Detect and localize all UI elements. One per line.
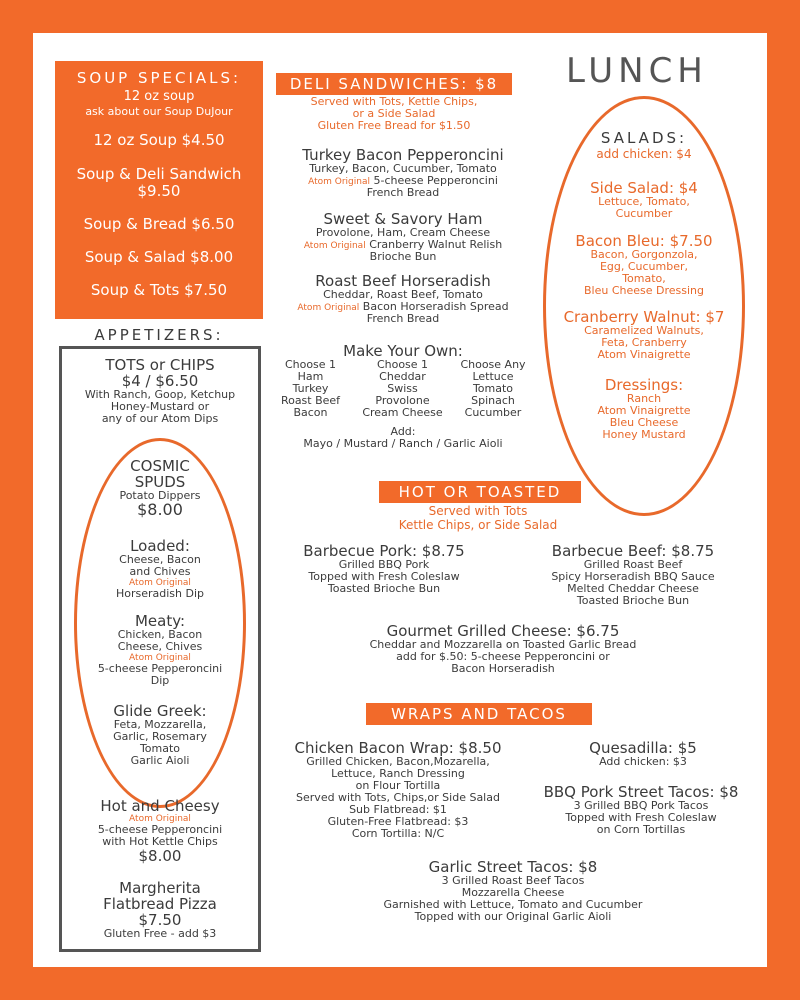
item-desc: Garnished with Lettuce, Tomato and Cucumber	[383, 898, 643, 911]
side-salad-item	[543, 180, 745, 220]
deli-item-desc: Provolone, Ham, Cream Cheese	[315, 226, 491, 239]
bacon-bleu-item	[543, 233, 745, 297]
item-desc: Sub Flatbread: $1	[349, 803, 447, 816]
tots-price: $4 / $6.50	[121, 372, 199, 390]
meaty-name: Meaty:	[134, 612, 186, 630]
item-desc: Topped with Fresh Coleslaw	[565, 811, 717, 824]
menu-page	[33, 33, 767, 967]
cranberry-walnut-item	[543, 309, 745, 361]
atom-original-label: Atom Original	[129, 814, 191, 824]
item-name: Barbecue Beef: $8.75	[551, 542, 715, 560]
deli-item	[273, 211, 533, 263]
hot-cheesy-desc: 5-cheese Pepperoncini	[97, 823, 223, 836]
dressings-title: Dressings:	[604, 376, 684, 394]
quesadilla-item	[553, 740, 733, 768]
deli-item-name: Turkey Bacon Pepperoncini	[302, 146, 504, 164]
atom-original-label: Atom Original	[303, 241, 366, 251]
item-desc: Corn Tortilla: N/C	[351, 827, 445, 840]
salad-desc: Lettuce, Tomato,	[598, 195, 690, 208]
meaty-item	[62, 613, 258, 687]
make-own-option: Lettuce	[472, 370, 514, 383]
deli-sub: or a Side Salad	[352, 107, 436, 120]
item-desc: Gluten-Free Flatbread: $3	[327, 815, 469, 828]
make-own-option: Roast Beef	[280, 394, 341, 407]
item-desc: Grilled Roast Beef	[583, 558, 683, 571]
glide-greek-item	[62, 703, 258, 767]
deli-item-desc: Cheddar, Roast Beef, Tomato	[323, 288, 483, 301]
item-desc: Topped with our Original Garlic Aioli	[414, 910, 612, 923]
deli-item-desc: Bacon Horseradish Spread	[362, 300, 509, 313]
item-desc: Grilled Chicken, Bacon,Mozarella,	[306, 755, 490, 768]
make-own-add-label: Add:	[390, 425, 416, 438]
meaty-desc: Chicken, Bacon	[117, 628, 203, 641]
loaded-desc: Horseradish Dip	[115, 587, 205, 600]
make-own-option: Spinach	[471, 394, 515, 407]
item-desc: Grilled BBQ Pork	[338, 558, 430, 571]
garlic-tacos-item	[363, 859, 663, 923]
salads-sub: add chicken: $4	[596, 147, 692, 161]
cosmic-name: COSMIC	[130, 457, 190, 475]
atom-original-label: Atom Original	[308, 177, 370, 187]
hot-toasted-banner: HOT OR TOASTED	[379, 481, 581, 503]
item-desc: Toasted Brioche Bun	[576, 594, 690, 607]
hot-toasted-sub: Served with Tots	[428, 504, 528, 518]
item-desc: on Flour Tortilla	[355, 779, 441, 792]
bbq-tacos-item	[523, 784, 759, 836]
tots-desc: any of our Atom Dips	[101, 412, 219, 425]
item-desc: 3 Grilled BBQ Pork Tacos	[573, 799, 709, 812]
meaty-desc: Cheese, Chives	[117, 640, 203, 653]
item-desc: Topped with Fresh Coleslaw	[308, 570, 460, 583]
hot-cheesy-price: $8.00	[138, 847, 182, 865]
deli-item-desc: Cranberry Walnut Relish	[369, 238, 503, 251]
deli-item	[273, 273, 533, 325]
soup-item: Soup & Tots $7.50	[90, 281, 228, 299]
glide-desc: Feta, Mozzarella,	[113, 718, 207, 731]
item-desc: on Corn Tortillas	[596, 823, 686, 836]
glide-desc: Garlic Aioli	[130, 754, 190, 767]
make-own-col-cheese	[355, 359, 450, 419]
meaty-desc: Dip	[150, 674, 170, 687]
deli-item-desc: French Bread	[366, 312, 440, 325]
item-desc: Bacon Horseradish	[451, 662, 555, 675]
page-title: LUNCH	[566, 51, 708, 91]
pizza-name: Flatbread Pizza	[103, 895, 217, 913]
item-name: Quesadilla: $5	[589, 739, 697, 757]
make-own-option: Swiss	[387, 382, 418, 395]
salad-desc: Tomato,	[622, 272, 666, 285]
item-desc: Cheddar and Mozzarella on Toasted Garlic Bread	[369, 638, 637, 651]
salad-desc: Bleu Cheese Dressing	[583, 284, 704, 297]
make-own-option: Provolone	[375, 394, 430, 407]
cosmic-spuds-item	[62, 458, 258, 518]
atom-original-label: Atom Original	[129, 653, 191, 663]
item-name: BBQ Pork Street Tacos: $8	[543, 783, 739, 801]
item-name: Garlic Street Tacos: $8	[428, 858, 598, 876]
pizza-name: Margherita	[119, 879, 201, 897]
salads-title: SALADS:	[600, 129, 688, 147]
make-own-option: Turkey	[292, 382, 329, 395]
hot-toasted-subtitle	[323, 504, 633, 532]
soup-item: $9.50	[137, 182, 181, 200]
salad-name: Bacon Bleu: $7.50	[575, 232, 713, 250]
deli-item	[273, 147, 533, 199]
pizza-price: $7.50	[138, 911, 182, 929]
make-own-option: Cucumber	[464, 406, 522, 419]
make-own-col-meat	[273, 359, 348, 419]
glide-desc: Garlic, Rosemary	[113, 730, 207, 743]
bbq-beef-item	[521, 543, 745, 607]
make-own-add-list: Mayo / Mustard / Ranch / Garlic Aioli	[303, 437, 503, 450]
item-name: Barbecue Pork: $8.75	[303, 542, 465, 560]
deli-banner: DELI SANDWICHES: $8	[276, 73, 512, 95]
item-desc: Melted Cheddar Cheese	[567, 582, 699, 595]
cosmic-name: SPUDS	[134, 473, 186, 491]
tots-desc: Honey-Mustard or	[110, 400, 210, 413]
salad-name: Cranberry Walnut: $7	[563, 308, 725, 326]
make-own-option: Choose Any	[460, 358, 526, 371]
pizza-item	[62, 880, 258, 940]
make-own-option: Choose 1	[376, 358, 429, 371]
make-own-add	[273, 426, 533, 450]
hot-cheesy-desc: with Hot Kettle Chips	[102, 835, 218, 848]
item-desc: Served with Tots, Chips,or Side Salad	[296, 791, 500, 804]
glide-desc: Tomato	[139, 742, 181, 755]
deli-item-name: Roast Beef Horseradish	[315, 272, 491, 290]
cosmic-price: $8.00	[137, 500, 183, 519]
dressing-option: Honey Mustard	[602, 428, 686, 441]
salad-desc: Egg, Cucumber,	[599, 260, 689, 273]
meaty-desc: 5-cheese Pepperoncini	[97, 662, 223, 675]
dressing-option: Atom Vinaigrette	[597, 404, 691, 417]
make-own-option: Cheddar	[379, 370, 426, 383]
pizza-desc: Gluten Free - add $3	[103, 927, 217, 940]
dressing-option: Bleu Cheese	[609, 416, 679, 429]
make-own-option: Ham	[297, 370, 324, 383]
loaded-name: Loaded:	[130, 537, 190, 555]
wraps-tacos-banner: WRAPS AND TACOS	[366, 703, 592, 725]
salad-desc: Cucumber	[615, 207, 673, 220]
soup-item: Soup & Bread $6.50	[83, 215, 235, 233]
bbq-pork-item	[279, 543, 489, 595]
salad-desc: Caramelized Walnuts,	[584, 324, 704, 337]
hot-cheesy-item	[62, 798, 258, 864]
atom-original-label: Atom Original	[297, 303, 360, 313]
make-own-option: Bacon	[293, 406, 328, 419]
tots-desc: With Ranch, Goop, Ketchup	[84, 388, 236, 401]
salad-desc: Feta, Cranberry	[601, 336, 687, 349]
deli-item-desc: Brioche Bun	[369, 250, 437, 263]
item-name: Chicken Bacon Wrap: $8.50	[294, 739, 502, 757]
soup-sub2: ask about our Soup DuJour	[85, 105, 233, 118]
deli-sub: Gluten Free Bread for $1.50	[317, 119, 471, 132]
salads-header	[543, 130, 745, 161]
dressing-option: Ranch	[626, 392, 662, 405]
make-own-option: Tomato	[472, 382, 514, 395]
deli-item-desc: 5-cheese Pepperoncini	[373, 174, 498, 187]
soup-item: 12 oz Soup $4.50	[93, 131, 225, 149]
atom-original-label: Atom Original	[129, 578, 191, 588]
make-own-option: Choose 1	[284, 358, 337, 371]
item-desc: add for $.50: 5-cheese Pepperoncini or	[396, 650, 610, 663]
hot-toasted-sub: Kettle Chips, or Side Salad	[398, 518, 558, 532]
chicken-wrap-item	[273, 740, 523, 840]
item-desc: Add chicken: $3	[599, 755, 687, 768]
item-desc: Mozzarella Cheese	[461, 886, 565, 899]
dressings-item	[543, 377, 745, 441]
item-desc: 3 Grilled Roast Beef Tacos	[441, 874, 585, 887]
salad-desc: Atom Vinaigrette	[597, 348, 691, 361]
make-own-col-veg	[451, 359, 535, 419]
cosmic-sub: Potato Dippers	[119, 489, 201, 502]
tots-name: TOTS or CHIPS	[105, 356, 215, 374]
soup-sub1: 12 oz soup	[123, 89, 195, 104]
soup-title: SOUP SPECIALS:	[76, 69, 242, 87]
item-desc: Spicy Horseradish BBQ Sauce	[551, 570, 715, 583]
make-own-title: Make Your Own:	[343, 342, 463, 360]
make-own-option: Cream Cheese	[362, 406, 443, 419]
deli-sub: Served with Tots, Kettle Chips,	[310, 95, 478, 108]
tots-chips-item	[62, 357, 258, 425]
glide-name: Glide Greek:	[113, 702, 207, 720]
item-desc: Toasted Brioche Bun	[327, 582, 441, 595]
appetizers-title: APPETIZERS:	[94, 326, 224, 344]
soup-specials-box	[55, 61, 263, 319]
deli-item-name: Sweet & Savory Ham	[323, 210, 483, 228]
item-desc: Lettuce, Ranch Dressing	[331, 767, 465, 780]
loaded-item	[62, 538, 258, 600]
loaded-desc: Cheese, Bacon	[119, 553, 201, 566]
deli-item-desc: French Bread	[366, 186, 440, 199]
soup-item: Soup & Salad $8.00	[84, 248, 234, 266]
salad-name: Side Salad: $4	[590, 179, 698, 197]
hot-cheesy-name: Hot and Cheesy	[100, 797, 220, 815]
deli-item-desc: Turkey, Bacon, Cucumber, Tomato	[309, 162, 497, 175]
deli-subtitle	[276, 96, 512, 132]
grilled-cheese-item	[333, 623, 673, 675]
loaded-desc: and Chives	[129, 565, 191, 578]
soup-item: Soup & Deli Sandwich	[76, 165, 242, 183]
item-name: Gourmet Grilled Cheese: $6.75	[386, 622, 620, 640]
salad-desc: Bacon, Gorgonzola,	[590, 248, 698, 261]
